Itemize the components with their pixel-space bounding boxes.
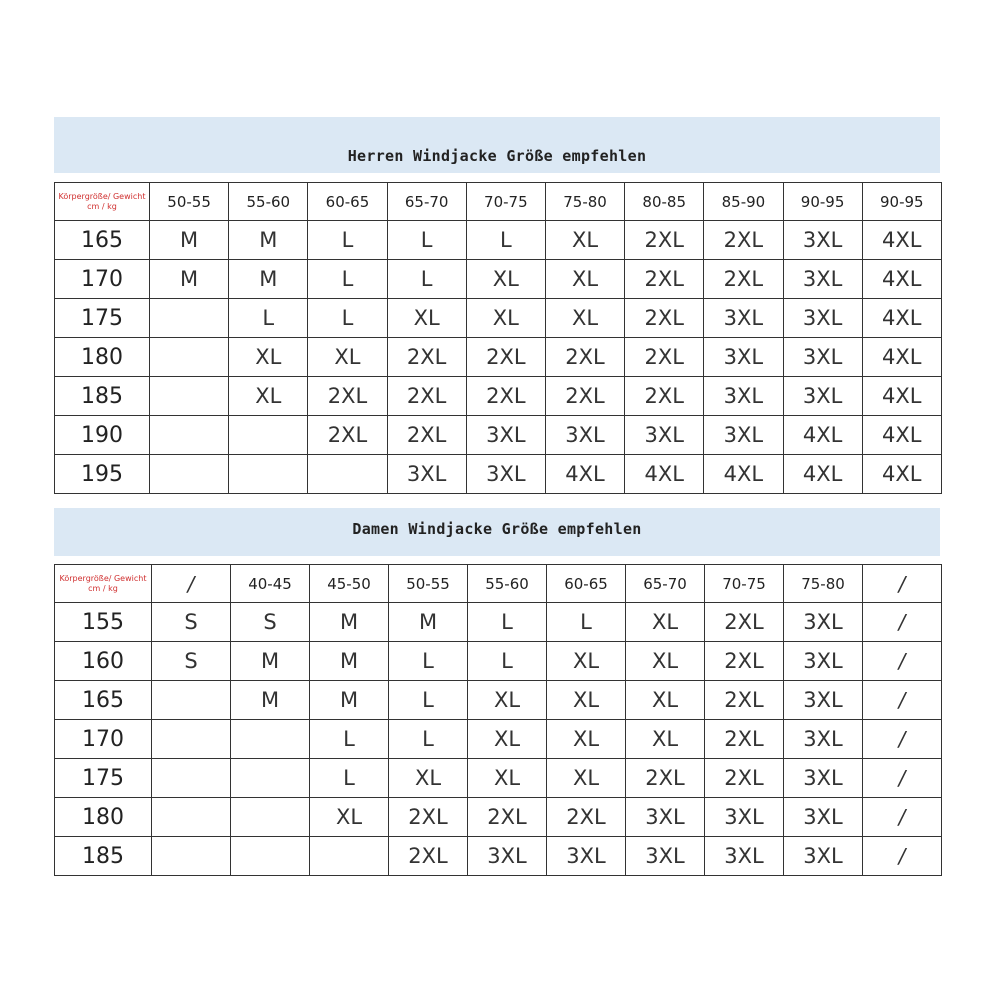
size-cell: 3XL bbox=[625, 416, 704, 455]
height-cell: 160 bbox=[55, 642, 152, 681]
table-row bbox=[55, 720, 942, 759]
size-cell: 3XL bbox=[705, 798, 784, 837]
size-cell: XL bbox=[545, 260, 624, 299]
size-cell: S bbox=[231, 603, 310, 642]
size-cell: 3XL bbox=[704, 377, 783, 416]
size-cell: L bbox=[387, 260, 466, 299]
height-cell: 185 bbox=[55, 377, 150, 416]
women-title-banner bbox=[54, 508, 940, 556]
size-cell: L bbox=[308, 221, 387, 260]
size-cell bbox=[150, 416, 229, 455]
size-cell: 3XL bbox=[705, 837, 784, 876]
size-cell: 3XL bbox=[784, 681, 863, 720]
size-cell: 3XL bbox=[784, 720, 863, 759]
size-cell: S bbox=[152, 642, 231, 681]
height-cell: 170 bbox=[55, 260, 150, 299]
size-cell: XL bbox=[229, 377, 308, 416]
size-cell: L bbox=[310, 720, 389, 759]
size-cell: 2XL bbox=[625, 299, 704, 338]
size-cell bbox=[152, 798, 231, 837]
size-cell: 2XL bbox=[468, 798, 547, 837]
size-cell: 2XL bbox=[704, 221, 783, 260]
height-cell: 175 bbox=[55, 759, 152, 798]
height-cell: 170 bbox=[55, 720, 152, 759]
size-cell bbox=[150, 455, 229, 494]
size-cell: M bbox=[231, 681, 310, 720]
size-cell: L bbox=[389, 681, 468, 720]
size-cell: 4XL bbox=[783, 455, 862, 494]
size-cell: / bbox=[863, 837, 942, 876]
size-cell: XL bbox=[229, 338, 308, 377]
size-cell: / bbox=[863, 798, 942, 837]
size-cell: 2XL bbox=[466, 377, 545, 416]
size-cell: 4XL bbox=[783, 416, 862, 455]
weight-header-cell: 65-70 bbox=[387, 183, 466, 221]
size-cell bbox=[152, 837, 231, 876]
size-cell: 3XL bbox=[784, 798, 863, 837]
size-cell: / bbox=[863, 642, 942, 681]
size-cell: XL bbox=[466, 260, 545, 299]
size-cell: 2XL bbox=[625, 377, 704, 416]
size-cell: 4XL bbox=[862, 221, 941, 260]
size-cell: 2XL bbox=[625, 338, 704, 377]
height-cell: 175 bbox=[55, 299, 150, 338]
size-cell: 2XL bbox=[389, 798, 468, 837]
size-cell: 2XL bbox=[704, 260, 783, 299]
size-cell: XL bbox=[547, 681, 626, 720]
size-cell: XL bbox=[547, 642, 626, 681]
weight-header-cell: 45-50 bbox=[310, 565, 389, 603]
weight-header-cell: 40-45 bbox=[231, 565, 310, 603]
size-cell: 3XL bbox=[704, 416, 783, 455]
size-cell: XL bbox=[626, 720, 705, 759]
weight-header-cell: 75-80 bbox=[545, 183, 624, 221]
weight-header-cell: 55-60 bbox=[229, 183, 308, 221]
corner-label-line: Körpergröße/ Gewicht bbox=[59, 573, 147, 583]
men-corner-label bbox=[55, 183, 150, 221]
size-cell: 3XL bbox=[466, 455, 545, 494]
table-row bbox=[55, 642, 942, 681]
height-cell: 165 bbox=[55, 221, 150, 260]
size-cell: M bbox=[150, 221, 229, 260]
size-cell: 4XL bbox=[862, 455, 941, 494]
men-header-row bbox=[55, 183, 942, 221]
size-cell: / bbox=[863, 759, 942, 798]
size-cell: XL bbox=[387, 299, 466, 338]
size-cell bbox=[152, 681, 231, 720]
size-cell: 3XL bbox=[626, 798, 705, 837]
men-table-title: Herren Windjacke Größe empfehlen bbox=[347, 147, 647, 165]
size-cell: 4XL bbox=[545, 455, 624, 494]
size-cell: M bbox=[310, 603, 389, 642]
size-cell bbox=[231, 720, 310, 759]
size-cell: 2XL bbox=[626, 759, 705, 798]
table-row bbox=[55, 681, 942, 720]
men-title-banner bbox=[54, 117, 940, 173]
table-row bbox=[55, 837, 942, 876]
table-row bbox=[55, 338, 942, 377]
table-row bbox=[55, 603, 942, 642]
size-cell: 2XL bbox=[387, 338, 466, 377]
size-cell: 2XL bbox=[545, 377, 624, 416]
size-cell: XL bbox=[545, 221, 624, 260]
women-size-table bbox=[54, 564, 942, 876]
size-cell: 4XL bbox=[862, 299, 941, 338]
size-cell: L bbox=[389, 642, 468, 681]
size-cell: M bbox=[231, 642, 310, 681]
size-cell: L bbox=[468, 603, 547, 642]
size-cell: XL bbox=[545, 299, 624, 338]
size-cell: XL bbox=[310, 798, 389, 837]
men-size-table bbox=[54, 182, 942, 494]
women-table-title: Damen Windjacke Größe empfehlen bbox=[352, 520, 642, 538]
size-cell bbox=[150, 299, 229, 338]
size-cell: 2XL bbox=[705, 759, 784, 798]
size-cell: / bbox=[863, 681, 942, 720]
weight-header-cell: 50-55 bbox=[389, 565, 468, 603]
size-cell: 2XL bbox=[545, 338, 624, 377]
size-cell: 2XL bbox=[705, 642, 784, 681]
size-cell: 3XL bbox=[626, 837, 705, 876]
size-cell: M bbox=[310, 642, 389, 681]
size-cell: 2XL bbox=[547, 798, 626, 837]
size-cell: M bbox=[150, 260, 229, 299]
size-cell: 3XL bbox=[784, 837, 863, 876]
size-cell: L bbox=[229, 299, 308, 338]
size-cell: 3XL bbox=[704, 299, 783, 338]
weight-header-cell: 85-90 bbox=[704, 183, 783, 221]
size-cell: L bbox=[389, 720, 468, 759]
weight-header-cell: 75-80 bbox=[784, 565, 863, 603]
size-cell: 3XL bbox=[387, 455, 466, 494]
size-cell: M bbox=[229, 221, 308, 260]
table-row bbox=[55, 299, 942, 338]
size-cell: L bbox=[308, 299, 387, 338]
size-cell: 3XL bbox=[784, 603, 863, 642]
size-cell: 3XL bbox=[783, 221, 862, 260]
size-cell: 4XL bbox=[862, 338, 941, 377]
corner-label-line: cm / kg bbox=[88, 583, 118, 593]
weight-header-cell: 70-75 bbox=[466, 183, 545, 221]
weight-header-cell: 90-95 bbox=[862, 183, 941, 221]
size-cell: 4XL bbox=[862, 260, 941, 299]
size-cell: XL bbox=[466, 299, 545, 338]
size-cell bbox=[308, 455, 387, 494]
size-cell: 3XL bbox=[704, 338, 783, 377]
size-cell: 2XL bbox=[625, 221, 704, 260]
height-cell: 155 bbox=[55, 603, 152, 642]
table-row bbox=[55, 377, 942, 416]
size-cell: 4XL bbox=[862, 377, 941, 416]
size-cell: L bbox=[547, 603, 626, 642]
weight-header-cell: 80-85 bbox=[625, 183, 704, 221]
size-cell: 2XL bbox=[387, 416, 466, 455]
size-cell bbox=[150, 377, 229, 416]
size-cell bbox=[152, 759, 231, 798]
size-cell: S bbox=[152, 603, 231, 642]
weight-header-cell: 50-55 bbox=[150, 183, 229, 221]
size-cell: XL bbox=[547, 720, 626, 759]
weight-header-cell: 90-95 bbox=[783, 183, 862, 221]
size-cell bbox=[231, 759, 310, 798]
size-cell bbox=[310, 837, 389, 876]
size-cell: M bbox=[229, 260, 308, 299]
size-cell: XL bbox=[308, 338, 387, 377]
size-cell bbox=[229, 416, 308, 455]
table-row bbox=[55, 416, 942, 455]
size-cell: XL bbox=[468, 759, 547, 798]
size-cell: 2XL bbox=[625, 260, 704, 299]
corner-label-line: Körpergröße/ Gewicht bbox=[58, 191, 146, 201]
size-cell: 3XL bbox=[783, 377, 862, 416]
size-cell: XL bbox=[626, 642, 705, 681]
size-cell: 4XL bbox=[862, 416, 941, 455]
size-cell: L bbox=[387, 221, 466, 260]
size-cell: 2XL bbox=[705, 603, 784, 642]
table-row bbox=[55, 260, 942, 299]
size-cell: 3XL bbox=[547, 837, 626, 876]
weight-header-cell: / bbox=[152, 565, 231, 603]
height-cell: 180 bbox=[55, 798, 152, 837]
height-cell: 185 bbox=[55, 837, 152, 876]
size-cell: XL bbox=[626, 603, 705, 642]
size-cell: 2XL bbox=[308, 416, 387, 455]
corner-label-line: cm / kg bbox=[87, 201, 117, 211]
table-row bbox=[55, 455, 942, 494]
height-cell: 190 bbox=[55, 416, 150, 455]
weight-header-cell: 60-65 bbox=[308, 183, 387, 221]
women-corner-label bbox=[55, 565, 152, 603]
size-cell: M bbox=[310, 681, 389, 720]
size-cell: XL bbox=[468, 681, 547, 720]
size-cell: L bbox=[308, 260, 387, 299]
weight-header-cell: 55-60 bbox=[468, 565, 547, 603]
size-cell: 3XL bbox=[545, 416, 624, 455]
size-cell: 3XL bbox=[466, 416, 545, 455]
weight-header-cell: 60-65 bbox=[547, 565, 626, 603]
size-cell bbox=[229, 455, 308, 494]
weight-header-cell: 70-75 bbox=[705, 565, 784, 603]
size-cell: 3XL bbox=[784, 759, 863, 798]
height-cell: 165 bbox=[55, 681, 152, 720]
size-cell: 3XL bbox=[783, 338, 862, 377]
size-cell: / bbox=[863, 603, 942, 642]
size-cell: 2XL bbox=[387, 377, 466, 416]
size-cell: 2XL bbox=[705, 720, 784, 759]
size-cell: 4XL bbox=[625, 455, 704, 494]
size-cell: L bbox=[466, 221, 545, 260]
size-cell: 3XL bbox=[784, 642, 863, 681]
size-cell: XL bbox=[389, 759, 468, 798]
size-cell: 3XL bbox=[468, 837, 547, 876]
size-cell: XL bbox=[547, 759, 626, 798]
size-cell bbox=[150, 338, 229, 377]
size-cell: XL bbox=[468, 720, 547, 759]
size-cell: / bbox=[863, 720, 942, 759]
size-cell: 2XL bbox=[308, 377, 387, 416]
size-cell bbox=[231, 837, 310, 876]
size-cell: L bbox=[310, 759, 389, 798]
height-cell: 180 bbox=[55, 338, 150, 377]
size-cell: 2XL bbox=[466, 338, 545, 377]
size-cell: M bbox=[389, 603, 468, 642]
weight-header-cell: / bbox=[863, 565, 942, 603]
size-cell bbox=[231, 798, 310, 837]
women-header-row bbox=[55, 565, 942, 603]
size-cell bbox=[152, 720, 231, 759]
size-cell: XL bbox=[626, 681, 705, 720]
size-cell: 3XL bbox=[783, 299, 862, 338]
table-row bbox=[55, 798, 942, 837]
weight-header-cell: 65-70 bbox=[626, 565, 705, 603]
size-cell: 4XL bbox=[704, 455, 783, 494]
table-row bbox=[55, 221, 942, 260]
table-row bbox=[55, 759, 942, 798]
height-cell: 195 bbox=[55, 455, 150, 494]
size-cell: 3XL bbox=[783, 260, 862, 299]
size-cell: 2XL bbox=[389, 837, 468, 876]
size-cell: L bbox=[468, 642, 547, 681]
size-cell: 2XL bbox=[705, 681, 784, 720]
